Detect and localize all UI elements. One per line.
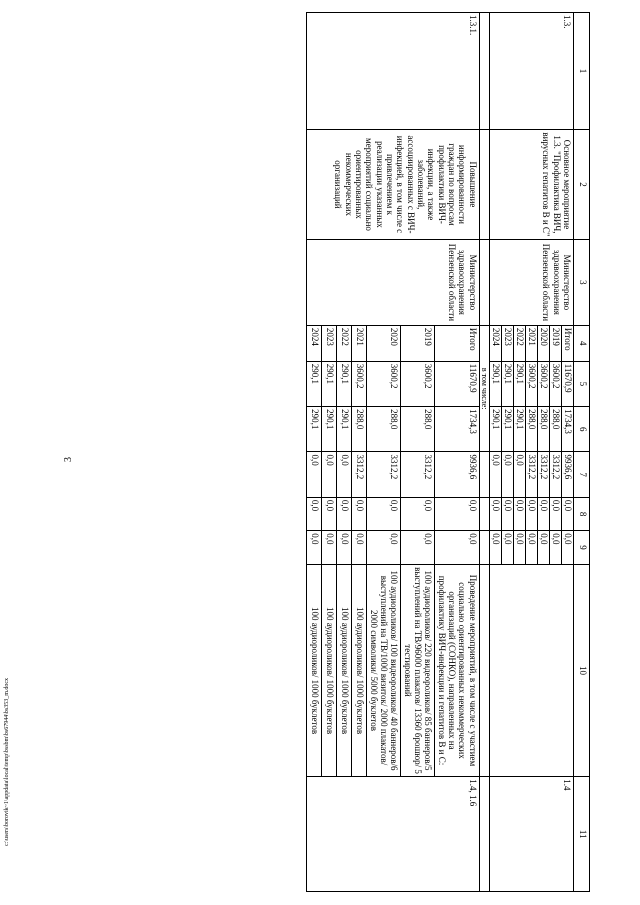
header-cell: 9 (574, 531, 590, 564)
sub-event-name: Повышение информированности граждан по вопросам профилактики ВИЧ-инфекции, а также заболеваний, ассоциированных с ВИЧ-инфекцией, в том числе с привлечением к реализации указанных мероприятий социально ориентированных некоммерческих организаций (307, 130, 479, 240)
value-cell: 290,1 (502, 362, 514, 406)
value-cell: 288,0 (367, 407, 401, 452)
value-cell: 11670,9 (562, 362, 574, 406)
sub-event-indicator-number: 1.4, 1.6 (307, 777, 479, 892)
year-cell: 2024 (307, 325, 322, 361)
value-cell: 0,0 (526, 498, 538, 530)
value-cell: 290,1 (514, 362, 526, 406)
value-cell: 0,0 (367, 497, 401, 530)
main-event-indicator-empty (490, 564, 574, 777)
program-table (306, 12, 590, 892)
value-cell: 0,0 (435, 531, 479, 564)
page-number: 3 (63, 457, 74, 462)
header-cell: 6 (574, 407, 590, 452)
main-event-name: Основное мероприятие 1.3. "Профилактика ВИЧ, вирусных гепатитов В и С" (490, 130, 574, 240)
sub-label: в том числе: (479, 325, 489, 452)
result-text: 100 аудиороликов/ 100 видеороликов/ 40 баннеров/6 выступлений на ТВ/1000 визиток/ 2000 плакатов/ 2000 символики/ 5000 буклетов (367, 564, 401, 777)
rotated-table-container (100, 12, 590, 892)
value-cell: 1734,3 (435, 407, 479, 452)
year-cell: 2019 (401, 325, 435, 361)
value-cell: 0,0 (352, 531, 367, 564)
year-cell: 2021 (526, 326, 538, 361)
value-cell: 0,0 (514, 498, 526, 530)
value-cell: 0,0 (491, 499, 501, 512)
value-cell: 0,0 (526, 531, 538, 563)
value-cell: 288,0 (352, 407, 367, 452)
value-cell: 3312,2 (526, 452, 538, 496)
year-cell: 2020 (367, 325, 401, 361)
value-cell: 3600,2 (401, 361, 435, 406)
result-text: 100 аудиороликов/ 1000 буклетов (337, 564, 352, 777)
file-path-text: c:\users\borovik~1\appdata\local\temp\bssbm\bs67944\bs353_m.docx (4, 677, 10, 846)
value-cell: 3600,2 (550, 362, 562, 406)
value-cell: 290,1 (337, 361, 352, 406)
year-cell: 2024 (491, 327, 501, 346)
value-cell: 290,1 (491, 409, 501, 430)
sub-event-executor: Министерство здравоохранения Пензенской области (307, 239, 479, 325)
value-cell: 3312,2 (352, 452, 367, 497)
value-cell: 0,0 (337, 531, 352, 564)
spacer-row (479, 13, 489, 892)
header-cell: 2 (574, 130, 590, 240)
value-cell: 0,0 (337, 497, 352, 530)
value-cell: 0,0 (337, 452, 352, 497)
year-cell: 2020 (538, 326, 550, 361)
value-cell: 0,0 (502, 452, 514, 496)
sub-event-number: 1.3.1. (307, 13, 479, 130)
value-cell: 290,1 (514, 407, 526, 451)
header-cell: 5 (574, 361, 590, 406)
value-cell: 3600,2 (352, 361, 367, 406)
value-cell: 3312,2 (550, 452, 562, 496)
year-cell: 2023 (502, 326, 514, 361)
sub-event-row (435, 13, 479, 892)
value-cell: 288,0 (526, 407, 538, 451)
value-cell: 0,0 (502, 531, 514, 563)
value-cell: 0,0 (367, 531, 401, 564)
header-cell: 4 (574, 325, 590, 361)
value-cell: 0,0 (491, 533, 501, 545)
value-cell: 288,0 (538, 407, 550, 451)
value-cell: 0,0 (307, 531, 322, 564)
value-cell: 0,0 (352, 497, 367, 530)
header-cell: 10 (574, 564, 590, 777)
main-event-number: 1.3. (490, 13, 574, 130)
value-cell: 0,0 (562, 531, 574, 563)
value-cell: 290,1 (307, 361, 322, 406)
result-text: Проведение мероприятий, в том числе с участием социально ориентированных некоммерческих организаций (СОНКО), направленных на профилактику ВИЧ-инфекции и гепатитов В и С: (435, 564, 479, 777)
value-cell: 0,0 (307, 497, 322, 530)
year-cell: Итого (435, 325, 479, 361)
header-cell: 7 (574, 452, 590, 497)
value-cell: 290,1 (337, 407, 352, 452)
value-cell: 0,0 (502, 498, 514, 530)
value-cell: 3312,2 (367, 452, 401, 497)
result-text: 100 аудиороликов/ 220 видеороликов/ 85 баннеров/5 выступлений на ТВ/96000 плакатов/ 13360 брошюр/ 5 тестирований (401, 564, 435, 777)
value-cell: 0,0 (491, 454, 501, 466)
value-cell: 1734,3 (562, 407, 574, 451)
value-cell: 0,0 (322, 497, 337, 530)
header-row (574, 13, 590, 892)
value-cell: 0,0 (401, 497, 435, 530)
value-cell: 0,0 (562, 498, 574, 530)
value-cell: 3600,2 (538, 362, 550, 406)
value-cell: 0,0 (322, 531, 337, 564)
value-cell: 9936,6 (435, 452, 479, 497)
value-cell: 3312,2 (538, 452, 550, 496)
value-cell: 0,0 (514, 531, 526, 563)
header-cell: 3 (574, 239, 590, 325)
main-event-executor: Министерство здравоохранения Пензенской области (490, 239, 574, 325)
value-cell: 288,0 (550, 407, 562, 451)
value-cell: 290,1 (491, 363, 501, 384)
value-cell: 0,0 (514, 452, 526, 496)
result-text: 100 аудиороликов/ 1000 буклетов (307, 564, 322, 777)
result-text: 100 аудиороликов/ 1000 буклетов (322, 564, 337, 777)
value-cell: 0,0 (322, 452, 337, 497)
value-cell: 0,0 (401, 531, 435, 564)
value-cell: 3312,2 (401, 452, 435, 497)
value-cell: 11670,9 (435, 361, 479, 406)
year-cell: 2019 (550, 326, 562, 361)
value-cell: 0,0 (538, 498, 550, 530)
value-cell: 0,0 (435, 497, 479, 530)
year-cell: 2023 (322, 325, 337, 361)
value-cell: 290,1 (322, 361, 337, 406)
year-cell: 2022 (514, 326, 526, 361)
value-cell: 3600,2 (526, 362, 538, 406)
main-event-row (490, 13, 574, 892)
value-cell: 290,1 (322, 407, 337, 452)
header-cell: 8 (574, 497, 590, 530)
value-cell: 9936,6 (562, 452, 574, 496)
value-cell: 288,0 (401, 407, 435, 452)
header-cell: 1 (574, 13, 590, 130)
result-text: 100 аудиороликов/ 1000 буклетов (352, 564, 367, 777)
value-cell: 0,0 (550, 531, 562, 563)
year-cell: 2022 (337, 325, 352, 361)
value-cell: 290,1 (307, 407, 322, 452)
header-cell: 11 (574, 777, 590, 892)
value-cell: 0,0 (550, 498, 562, 530)
value-cell: 0,0 (307, 452, 322, 497)
main-event-indicator-number: 1.4 (490, 777, 574, 892)
value-cell: 290,1 (502, 407, 514, 451)
value-cell: 3600,2 (367, 361, 401, 406)
value-cell: 0,0 (538, 531, 550, 563)
year-cell: 2021 (352, 325, 367, 361)
year-cell: Итого (562, 326, 574, 361)
